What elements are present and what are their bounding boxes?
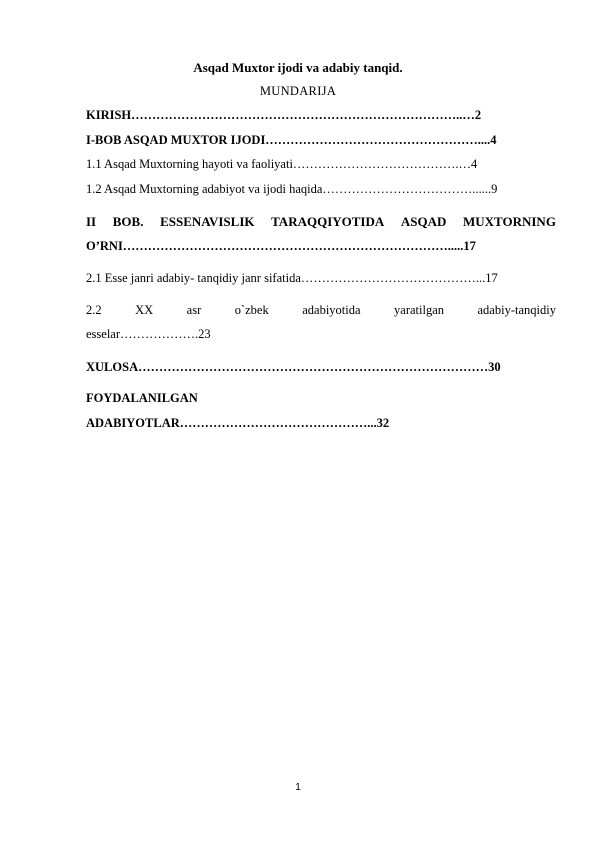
toc-entry-xulosa: XULOSA…………………………………………………………………………30 — [86, 360, 501, 374]
toc-heading: MUNDARIJA — [259, 84, 337, 98]
toc-entry-bob-2-line-2: O’RNI…………………………………………………………………….....17 — [86, 239, 476, 253]
toc-entry-section-1-2: 1.2 Asqad Muxtorning adabiyot va ijodi haqida………………………………......9 — [86, 182, 498, 196]
toc-entry-section-2-2-line-2: esselar……………….23 — [86, 327, 211, 341]
toc-word: TARAQQIYOTIDA — [271, 214, 385, 229]
toc-word: 2.2 — [86, 303, 102, 317]
toc-word: adabiyotida — [302, 303, 361, 317]
toc-word: adabiy-tanqidiy — [477, 303, 556, 317]
toc-word: ESSENAVISLIK — [160, 214, 255, 229]
toc-entry-bob-1: I-BOB ASQAD MUXTOR IJODI……………………………………………....4 — [86, 133, 497, 147]
toc-entry-section-2-2-line-1 — [86, 302, 556, 318]
toc-word: ASQAD — [400, 214, 447, 229]
toc-entry-section-1-1: 1.1 Asqad Muxtorning hayoti va faoliyati………………………………….…4 — [86, 157, 478, 171]
toc-entry-kirish: KIRISH……………………………………………………………………..…2 — [86, 108, 482, 122]
toc-word: yaratilgan — [394, 303, 445, 317]
toc-entry-bob-2-line-1 — [86, 214, 556, 230]
toc-word: XX — [135, 303, 154, 317]
toc-entry-foydalanilgan-line-2: ADABIYOTLAR………………………………………...32 — [86, 416, 390, 430]
document-title: Asqad Muxtor ijodi va adabiy tanqid. — [193, 60, 403, 75]
toc-word: BOB. — [112, 214, 144, 229]
toc-word: II — [86, 214, 97, 229]
toc-word: MUXTORNING — [463, 214, 556, 229]
toc-entry-foydalanilgan-line-1: FOYDALANILGAN — [86, 391, 198, 405]
toc-word: o`zbek — [234, 303, 269, 317]
toc-entry-section-2-1: 2.1 Esse janri adabiy- tanqidiy janr sifatida……………………………………...17 — [86, 271, 498, 285]
toc-word: asr — [186, 303, 202, 317]
page-number: 1 — [295, 782, 301, 793]
